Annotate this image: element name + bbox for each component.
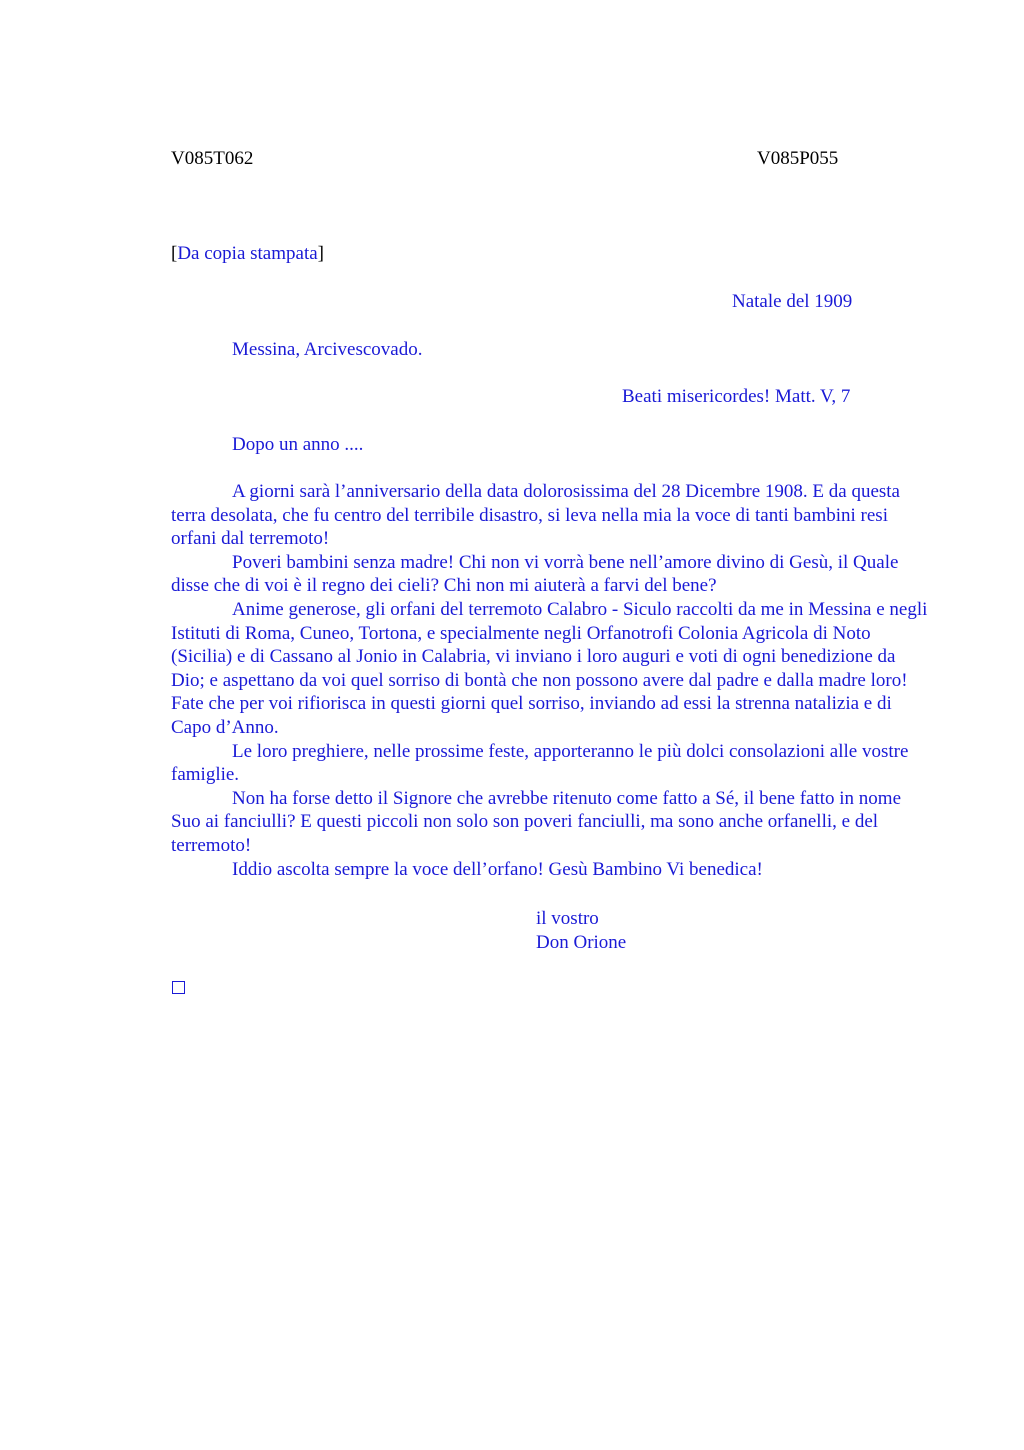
end-mark-box-icon bbox=[172, 981, 185, 994]
paragraph-6: Iddio ascolta sempre la voce dell’orfano! Gesù Bambino Vi benedica! bbox=[232, 858, 763, 880]
source-note-text: Da copia stampata bbox=[177, 243, 318, 264]
header-right-code: V085P055 bbox=[757, 148, 839, 169]
header-left-code: V085T062 bbox=[171, 148, 254, 169]
paragraph-4: Le loro preghiere, nelle prossime feste, apporteranno le più dolci consolazioni alle vostre famiglie. bbox=[171, 740, 909, 786]
letter-body bbox=[171, 480, 931, 881]
paragraph-1: A giorni sarà l’anniversario della data dolorosissima del 28 Dicembre 1908. E da questa terra desolata, che fu centro del terribile disastro, si leva nella mia la voce di tanti bambini resi orfani dal terremoto! bbox=[171, 481, 900, 550]
opening-line: Dopo un anno .... bbox=[232, 434, 364, 455]
epigraph: Beati misericordes! Matt. V, 7 bbox=[622, 386, 851, 407]
closing-signature: Don Orione bbox=[536, 932, 627, 953]
source-note-open-bracket: [ bbox=[171, 243, 178, 264]
letter-date: Natale del 1909 bbox=[732, 291, 853, 312]
paragraph-2: Poveri bambini senza madre! Chi non vi vorrà bene nell’amore divino di Gesù, il Quale disse che di voi è il regno dei cieli? Chi non mi aiuterà a farvi del bene? bbox=[171, 551, 899, 597]
source-note-close-bracket: ] bbox=[317, 243, 324, 264]
source-note bbox=[171, 242, 324, 266]
letter-place: Messina, Arcivescovado. bbox=[232, 339, 423, 360]
paragraph-5: Non ha forse detto il Signore che avrebbe ritenuto come fatto a Sé, il bene fatto in nome Suo ai fanciulli? E questi piccoli non solo son poveri fanciulli, ma sono anche orfanelli, e del terremoto! bbox=[171, 787, 902, 856]
paragraph-3: Anime generose, gli orfani del terremoto Calabro - Siculo raccolti da me in Messina e negli Istituti di Roma, Cuneo, Tortona, e specialmente negli Orfanotrofi Colonia Agricola di Noto (Sicilia) e di Cassano al Jonio in Calabria, vi inviano i loro auguri e voti di ogni benedizione da Dio; e aspettano da voi quel sorriso di bontà che non possono avere dal padre e dalla madre loro! Fate che per voi rifiorisca in questi giorni quel sorriso, inviando ad essi la strenna natalizia e di Capo d’Anno. bbox=[171, 598, 928, 738]
closing-line-1: il vostro bbox=[536, 908, 599, 929]
